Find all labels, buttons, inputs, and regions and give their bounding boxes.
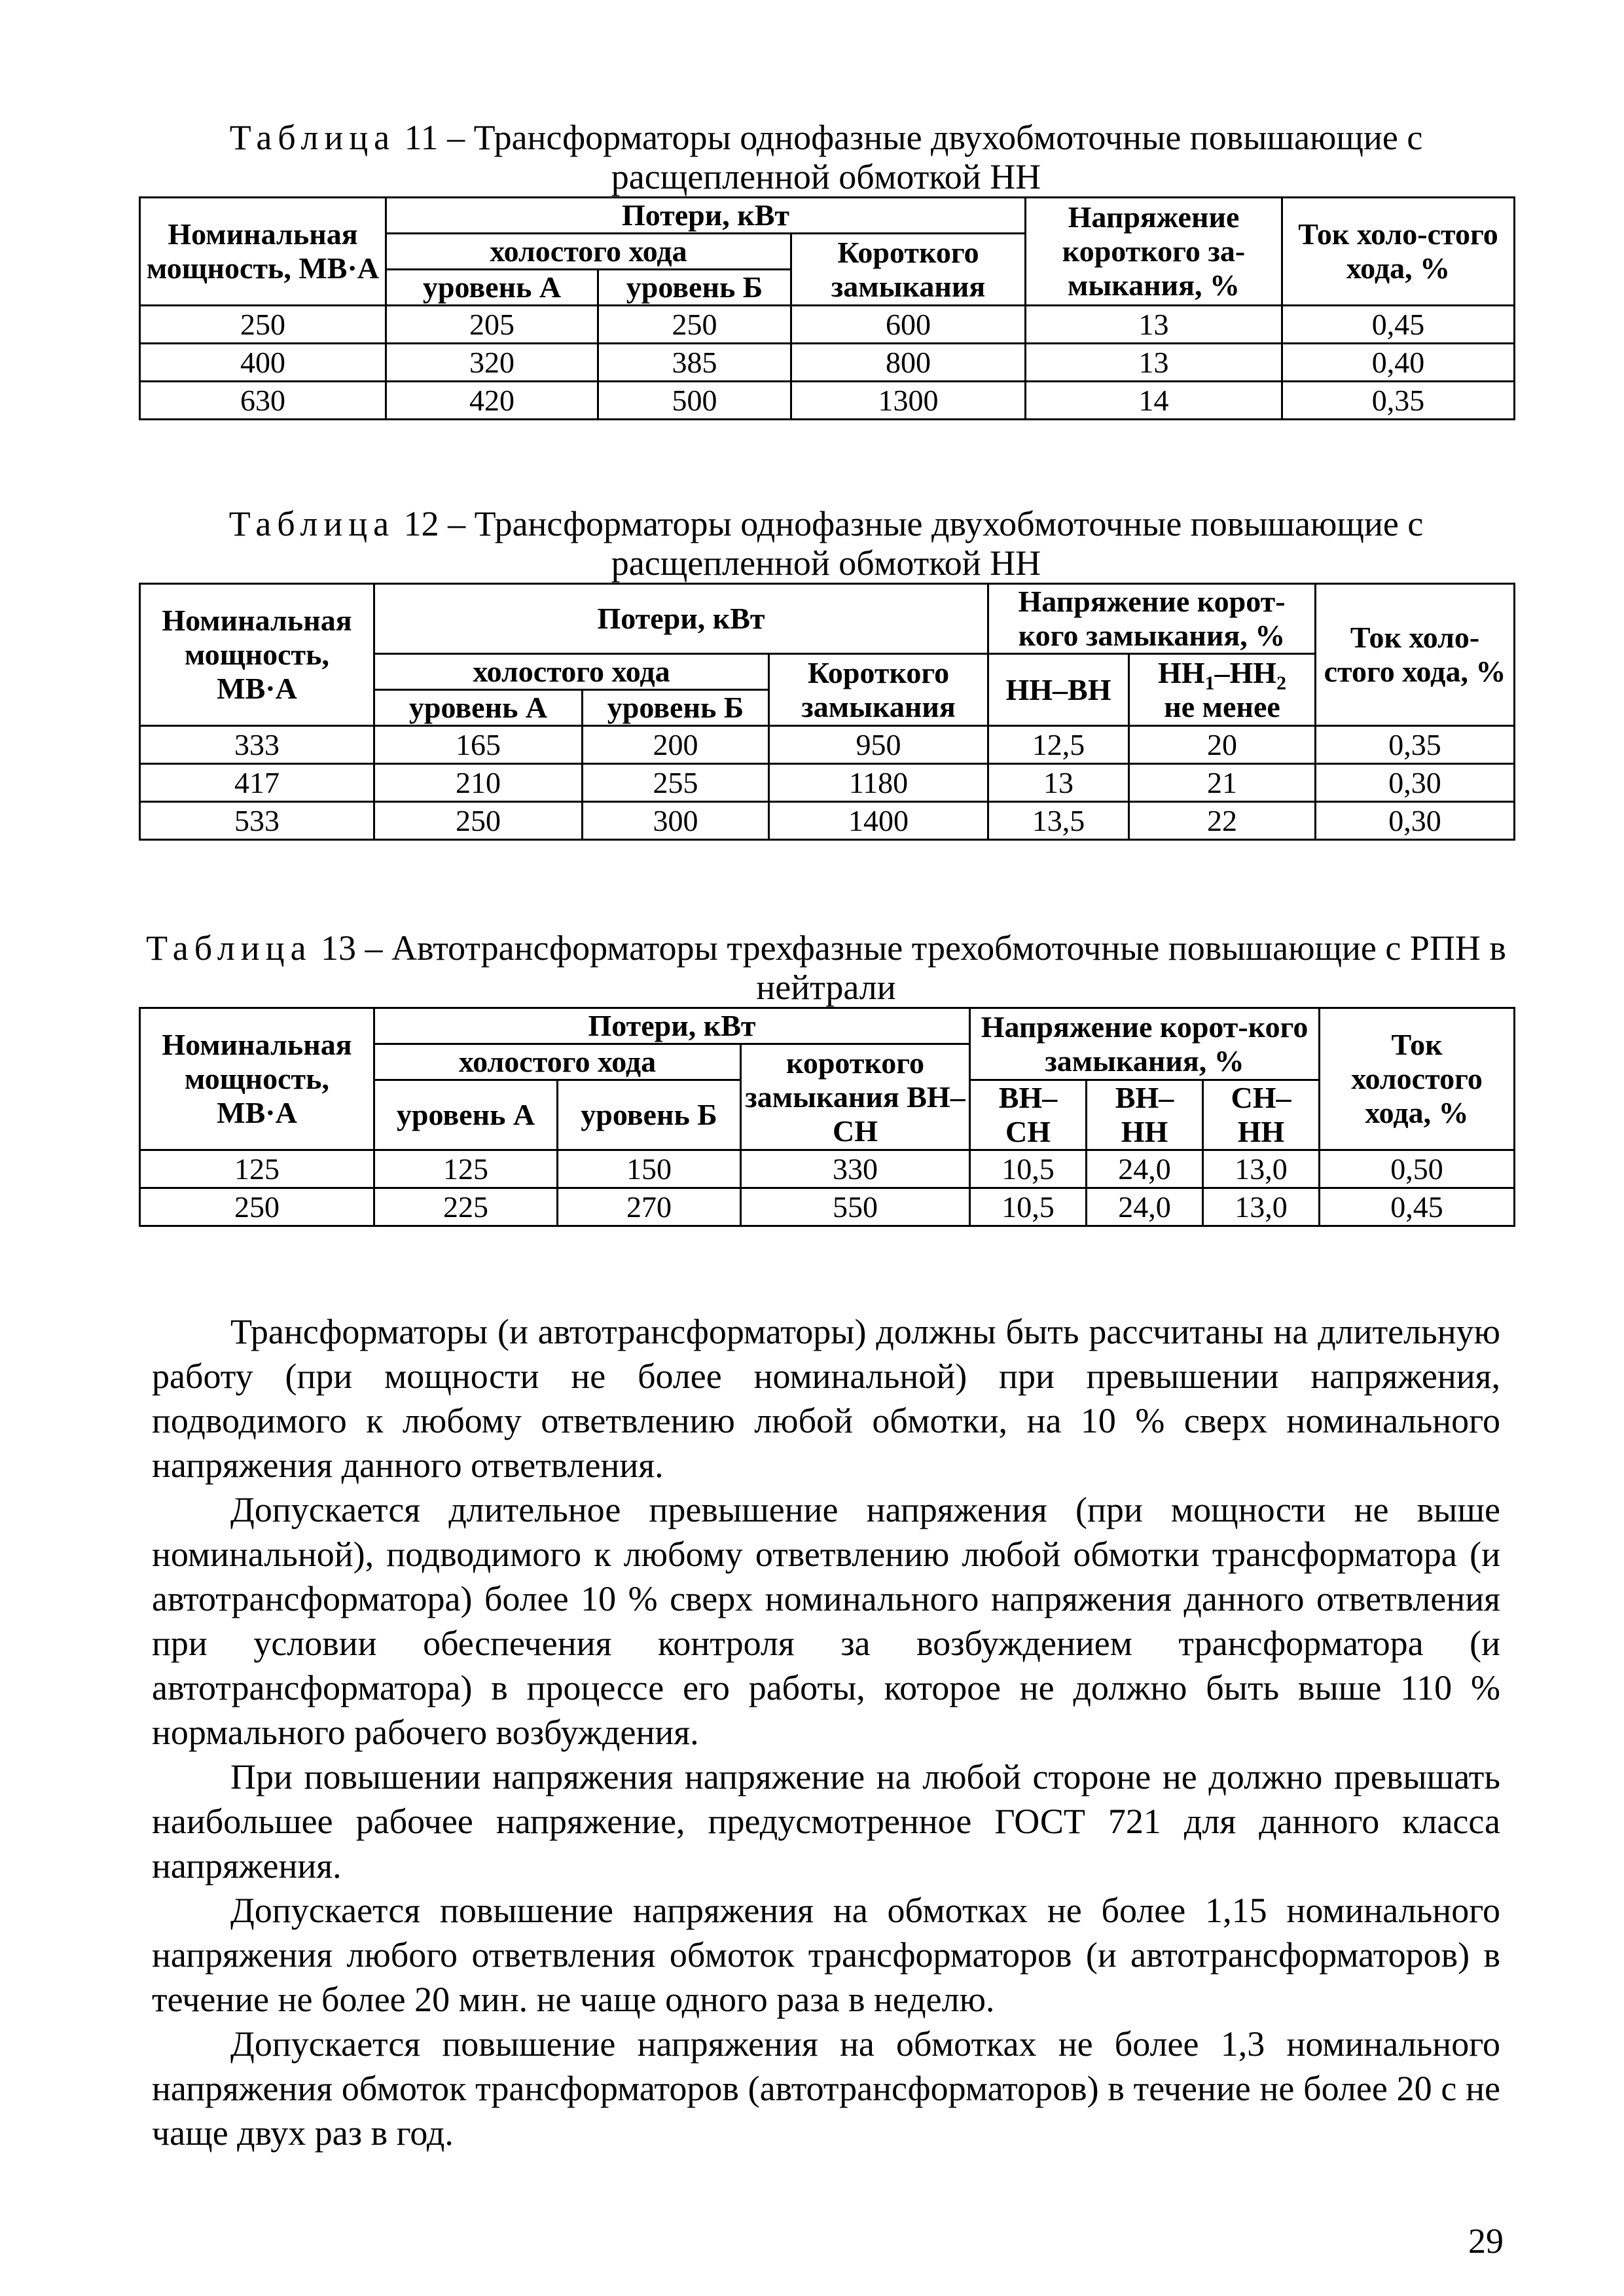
paragraph: Допускается повышение напряжения на обмотках не более 1,15 номинального напряжения любого ответвления обмоток трансформаторов (и автотрансформаторов) в течение не более 20 мин. не чаще одного раза в неделю.	[152, 1891, 1500, 2019]
cell: 533	[140, 802, 374, 840]
caption-text: 11 – Трансформаторы однофазные двухобмоточные повышающие с расщепленной обмоткой НН	[395, 118, 1423, 196]
caption-label: Таблица	[228, 504, 395, 543]
header-level-a: уровень А	[374, 1080, 558, 1150]
cell: 0,35	[1316, 726, 1515, 764]
cell: 20	[1129, 726, 1316, 764]
header-voltage: Напряжение корот-кого замыкания, %	[988, 584, 1316, 654]
paragraph: Трансформаторы (и автотрансформаторы) должны быть рассчитаны на длительную работу (при мощности не более номинальной) при превышении напряжения, подводимого к любому ответвлению любой обмотки, на 10 % сверх номинального напряжения данного ответвления.	[152, 1312, 1500, 1485]
cell: 333	[140, 726, 374, 764]
cell: 0,30	[1316, 764, 1515, 802]
header-current: Ток холо-стого хода, %	[1316, 584, 1515, 726]
caption-text: 12 – Трансформаторы однофазные двухобмоточные повышающие с расщепленной обмоткой НН	[395, 504, 1424, 583]
cell: 417	[140, 764, 374, 802]
cell: 250	[374, 802, 583, 840]
cell: 210	[374, 764, 583, 802]
cell: 150	[558, 1150, 741, 1188]
cell: 500	[598, 382, 791, 420]
table-12	[139, 583, 1515, 841]
cell: 255	[583, 764, 769, 802]
header-short: Короткого замыкания	[769, 654, 988, 726]
table-row	[140, 726, 1515, 764]
table-11-caption	[139, 118, 1513, 196]
cell: 24,0	[1087, 1188, 1203, 1226]
cell: 1400	[769, 802, 988, 840]
cell: 1180	[769, 764, 988, 802]
cell: 12,5	[988, 726, 1129, 764]
header-voltage: Напряжение корот-кого замыкания, %	[970, 1008, 1320, 1080]
cell: 10,5	[970, 1150, 1087, 1188]
cell: 950	[769, 726, 988, 764]
cell: 13	[1026, 306, 1282, 344]
cell: 800	[791, 344, 1026, 382]
table-row	[140, 1188, 1515, 1226]
header-level-b: уровень Б	[583, 690, 769, 726]
cell: 225	[374, 1188, 558, 1226]
cell: 14	[1026, 382, 1282, 420]
cell: 125	[140, 1150, 374, 1188]
table-13	[139, 1007, 1515, 1227]
cell: 250	[140, 1188, 374, 1226]
table-row	[140, 1150, 1515, 1188]
cell: 300	[583, 802, 769, 840]
cell: 21	[1129, 764, 1316, 802]
hn1-sub: 1	[1204, 672, 1215, 694]
header-level-b: уровень Б	[558, 1080, 741, 1150]
header-short: короткого замыкания ВН–СН	[741, 1044, 970, 1150]
cell: 270	[558, 1188, 741, 1226]
cell: 330	[741, 1150, 970, 1188]
table-13-caption	[139, 928, 1513, 1007]
header-hn-vn: НН–ВН	[988, 654, 1129, 726]
table-row	[140, 802, 1515, 840]
cell: 550	[741, 1188, 970, 1226]
header-vn-sn: ВН– СН	[970, 1080, 1087, 1150]
cell: 320	[386, 344, 598, 382]
table-row	[140, 344, 1515, 382]
table-12-caption	[139, 504, 1513, 583]
header-power: Номинальная мощность, МВ·А	[140, 198, 386, 306]
cell: 125	[374, 1150, 558, 1188]
header-losses: Потери, кВт	[386, 198, 1026, 234]
cell: 24,0	[1087, 1150, 1203, 1188]
cell: 200	[583, 726, 769, 764]
cell: 0,40	[1282, 344, 1515, 382]
header-short: Короткого замыкания	[791, 234, 1026, 306]
table-row	[140, 382, 1515, 420]
header-power: Номинальная мощность, МВ·А	[140, 584, 374, 726]
cell: 10,5	[970, 1188, 1087, 1226]
header-level-a: уровень А	[374, 690, 583, 726]
cell: 250	[598, 306, 791, 344]
cell: 1300	[791, 382, 1026, 420]
cell: 205	[386, 306, 598, 344]
caption-label: Таблица	[229, 118, 396, 157]
cell: 13,0	[1203, 1150, 1320, 1188]
header-losses: Потери, кВт	[374, 584, 988, 654]
table-11	[139, 196, 1515, 420]
cell: 420	[386, 382, 598, 420]
table-row	[140, 764, 1515, 802]
header-level-b: уровень Б	[598, 270, 791, 306]
header-noload: холостого хода	[386, 234, 791, 270]
header-noload: холостого хода	[374, 1044, 741, 1080]
header-voltage: Напряжение короткого за-мыкания, %	[1026, 198, 1282, 306]
body-text	[152, 1309, 1500, 2155]
header-power: Номинальная мощность, МВ·А	[140, 1008, 374, 1150]
header-level-a: уровень А	[386, 270, 598, 306]
caption-label: Таблица	[146, 928, 312, 968]
header-losses: Потери, кВт	[374, 1008, 970, 1044]
paragraph: Допускается повышение напряжения на обмотках не более 1,3 номинального напряжения обмоток трансформаторов (автотрансформаторов) в течение не более 20 с не чаще двух раз в год.	[152, 2024, 1500, 2153]
header-vn-nn: ВН– НН	[1087, 1080, 1203, 1150]
caption-text: 13 – Автотрансформаторы трехфазные трехобмоточные повышающие с РПН в нейтрали	[312, 928, 1506, 1007]
cell: 13	[1026, 344, 1282, 382]
paragraph: Допускается длительное превышение напряжения (при мощности не выше номинальной), подводимого к любому ответвлению любой обмотки трансформатора (и автотрансформатора) более 10 % сверх номинального напряжения данного ответвления при условии обеспечения контроля за возбуждением трансформатора (и автотрансформатора) в процессе его работы, которое не должно быть выше 110 % нормального рабочего возбуждения.	[152, 1490, 1500, 1752]
not-less-label: не менее	[1164, 689, 1280, 723]
paragraph: При повышении напряжения напряжение на любой стороне не должно превышать наибольшее рабочее напряжение, предусмотренное ГОСТ 721 для данного класса напряжения.	[152, 1757, 1500, 1886]
header-sn-nn: СН– НН	[1203, 1080, 1320, 1150]
cell: 0,45	[1320, 1188, 1515, 1226]
cell: 13	[988, 764, 1129, 802]
cell: 165	[374, 726, 583, 764]
table-13-block	[139, 928, 1513, 1227]
hn2-sub: 2	[1276, 672, 1287, 694]
header-hn1-hn2	[1129, 654, 1316, 726]
table-11-block	[139, 118, 1513, 420]
hn2-label: –НН	[1214, 655, 1277, 689]
table-12-block	[139, 504, 1513, 841]
cell: 400	[140, 344, 386, 382]
cell: 0,50	[1320, 1150, 1515, 1188]
cell: 600	[791, 306, 1026, 344]
cell: 13,0	[1203, 1188, 1320, 1226]
cell: 22	[1129, 802, 1316, 840]
hn1-label: НН	[1158, 655, 1205, 689]
header-current: Ток холостого хода, %	[1320, 1008, 1515, 1150]
header-noload: холостого хода	[374, 654, 769, 690]
cell: 630	[140, 382, 386, 420]
cell: 13,5	[988, 802, 1129, 840]
table-row	[140, 306, 1515, 344]
page-number: 29	[1468, 2221, 1504, 2261]
cell: 0,30	[1316, 802, 1515, 840]
cell: 0,35	[1282, 382, 1515, 420]
cell: 0,45	[1282, 306, 1515, 344]
cell: 250	[140, 306, 386, 344]
header-current: Ток холо-стого хода, %	[1282, 198, 1515, 306]
cell: 385	[598, 344, 791, 382]
